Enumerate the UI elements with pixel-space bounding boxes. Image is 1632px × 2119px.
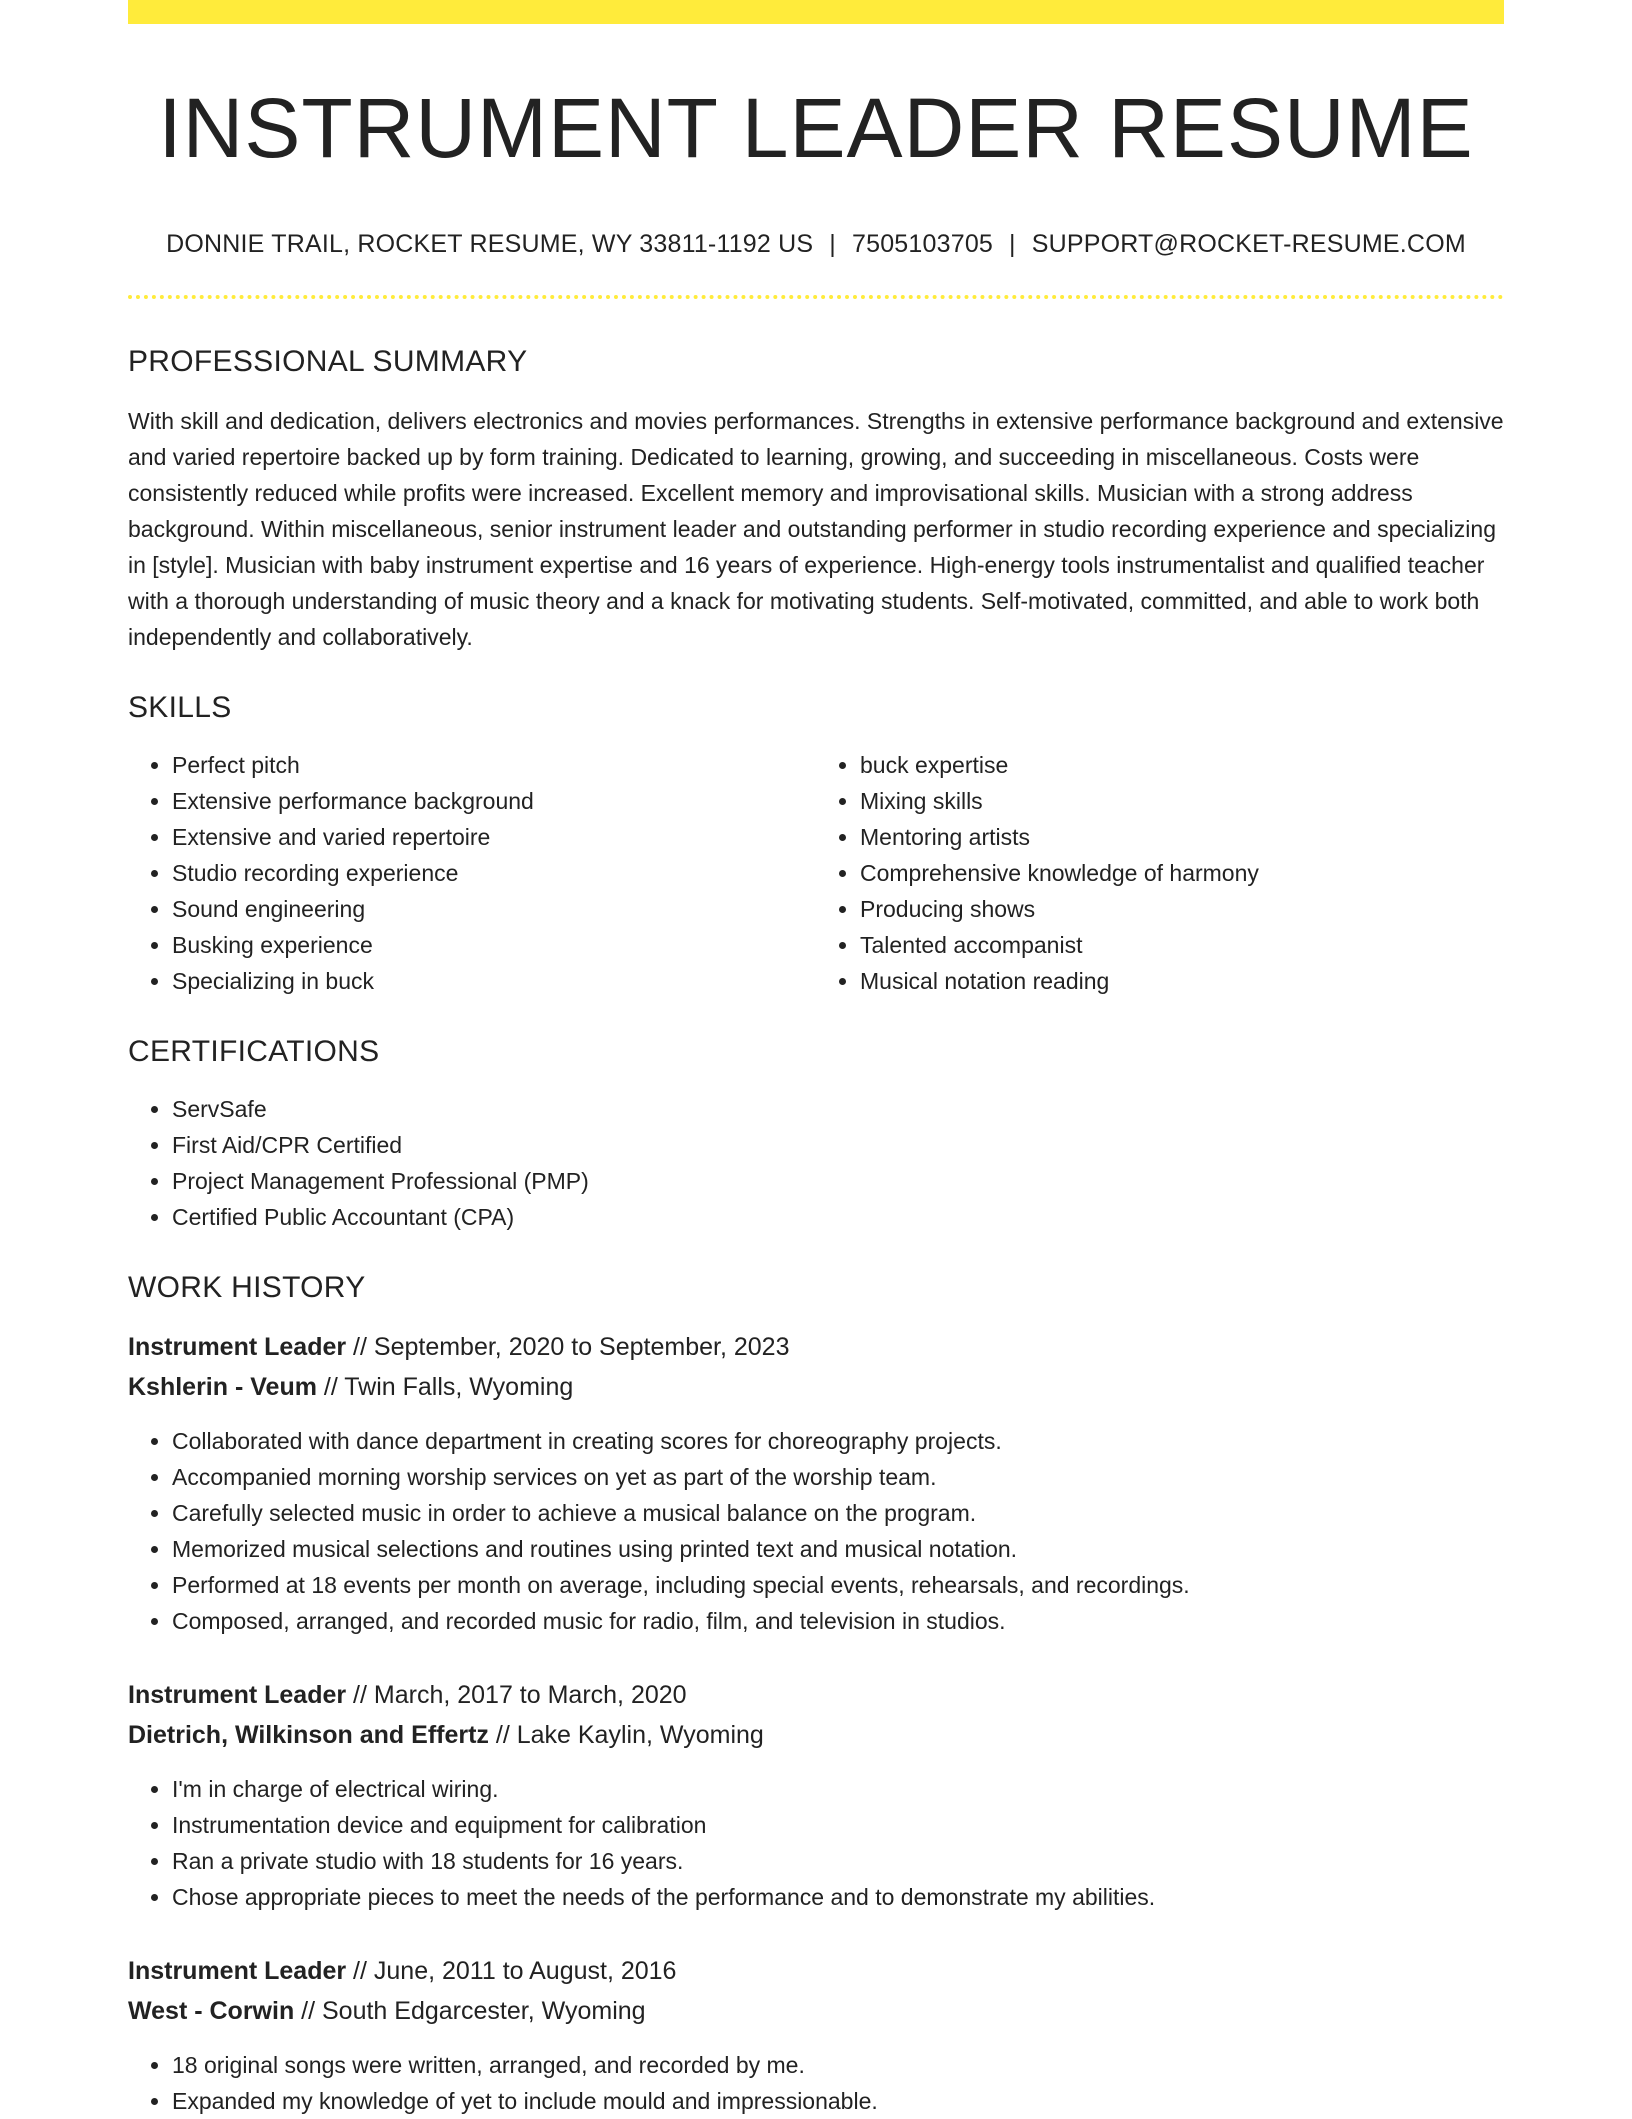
- skill-item: • Comprehensive knowledge of harmony: [860, 855, 1504, 891]
- job-bullet: • Chose appropriate pieces to meet the needs of the performance and to demonstrate my abilities.: [172, 1879, 1504, 1915]
- job-bullet: • Composed, arranged, and recorded music for radio, film, and television in studios.: [172, 1603, 1504, 1639]
- skills-list: [128, 747, 1504, 999]
- contact-separator: |: [1009, 230, 1016, 259]
- work-history-heading: WORK HISTORY: [128, 1271, 366, 1305]
- contact-address: DONNIE TRAIL, ROCKET RESUME, WY 33811-1192 US: [166, 230, 814, 259]
- job-entry: [128, 1951, 1504, 2119]
- job-bullets: [128, 1771, 1504, 1915]
- contact-email: SUPPORT@ROCKET-RESUME.COM: [1031, 230, 1466, 259]
- work-history-list: [128, 1327, 1504, 2119]
- certifications-list: [128, 1091, 1504, 1235]
- skill-item: • Extensive and varied repertoire: [172, 819, 816, 855]
- skills-column-right: [816, 747, 1504, 999]
- job-role-line: [128, 1951, 1504, 1991]
- skill-item: • Studio recording experience: [172, 855, 816, 891]
- job-role: Instrument Leader: [128, 1957, 347, 1986]
- job-location: // Twin Falls, Wyoming: [316, 1373, 574, 1402]
- job-role: Instrument Leader: [128, 1333, 347, 1362]
- job-company: Kshlerin - Veum: [128, 1373, 317, 1402]
- skill-item: • Perfect pitch: [172, 747, 816, 783]
- skill-item: • Producing shows: [860, 891, 1504, 927]
- job-company-line: [128, 1991, 1504, 2031]
- job-bullet: • Instrumentation device and equipment for calibration: [172, 1807, 1504, 1843]
- certification-item: • Certified Public Accountant (CPA): [172, 1199, 1504, 1235]
- job-entry: [128, 1675, 1504, 1915]
- skill-item: • Busking experience: [172, 927, 816, 963]
- job-bullets: [128, 1423, 1504, 1639]
- job-bullet: • Collaborated with dance department in creating scores for choreography projects.: [172, 1423, 1504, 1459]
- job-bullet: • Carefully selected music in order to achieve a musical balance on the program.: [172, 1495, 1504, 1531]
- job-bullet: • Expanded my knowledge of yet to include mould and impressionable.: [172, 2083, 1504, 2119]
- skill-item: • Talented accompanist: [860, 927, 1504, 963]
- job-bullet: • Memorized musical selections and routines using printed text and musical notation.: [172, 1531, 1504, 1567]
- job-dates: // June, 2011 to August, 2016: [346, 1957, 677, 1986]
- job-bullet: • I'm in charge of electrical wiring.: [172, 1771, 1504, 1807]
- skills-column-left: [128, 747, 816, 999]
- skill-item: • Mixing skills: [860, 783, 1504, 819]
- job-role-line: [128, 1675, 1504, 1715]
- skill-item: • Specializing in buck: [172, 963, 816, 999]
- job-dates: // March, 2017 to March, 2020: [346, 1681, 687, 1710]
- job-company: West - Corwin: [128, 1997, 295, 2026]
- job-entry: [128, 1327, 1504, 1639]
- certifications-heading: CERTIFICATIONS: [128, 1035, 380, 1069]
- certification-item: • First Aid/CPR Certified: [172, 1127, 1504, 1163]
- summary-text: With skill and dedication, delivers electronics and movies performances. Strengths in extensive performance background and extensive and varied repertoire backed up by form training. Dedicated to learning, growing, and succeeding in miscellaneous. Costs were consistently reduced while profits were increased. Excellent memory and improvisational skills. Musician with a strong address background. Within miscellaneous, senior instrument leader and outstanding performer in studio recording experience and specializing in [style]. Musician with baby instrument expertise and 16 years of experience. High-energy tools instrumentalist and qualified teacher with a thorough understanding of music theory and a knack for motivating students. Self-motivated, committed, and able to work both independently and collaboratively.: [128, 408, 1504, 651]
- job-company-line: [128, 1715, 1504, 1755]
- skill-item: • Sound engineering: [172, 891, 816, 927]
- job-company: Dietrich, Wilkinson and Effertz: [128, 1721, 489, 1750]
- skill-item: • Extensive performance background: [172, 783, 816, 819]
- job-bullet: • Performed at 18 events per month on average, including special events, rehearsals, and recordings.: [172, 1567, 1504, 1603]
- job-location: // South Edgarcester, Wyoming: [294, 1997, 646, 2026]
- top-accent-bar: [128, 0, 1504, 24]
- job-dates: // September, 2020 to September, 2023: [346, 1333, 790, 1362]
- job-company-line: [128, 1367, 1504, 1407]
- contact-separator: |: [829, 230, 836, 259]
- job-role-line: [128, 1327, 1504, 1367]
- certification-item: • Project Management Professional (PMP): [172, 1163, 1504, 1199]
- skill-item: • Musical notation reading: [860, 963, 1504, 999]
- contact-phone: 7505103705: [851, 230, 994, 259]
- job-bullet: • Accompanied morning worship services on yet as part of the worship team.: [172, 1459, 1504, 1495]
- contact-line: [128, 230, 1504, 259]
- dotted-divider: [128, 295, 1504, 299]
- resume-page: [128, 0, 1504, 2119]
- job-bullet: • Ran a private studio with 18 students for 16 years.: [172, 1843, 1504, 1879]
- job-bullet: • 18 original songs were written, arranged, and recorded by me.: [172, 2047, 1504, 2083]
- skills-heading: SKILLS: [128, 691, 232, 725]
- job-bullets: [128, 2047, 1504, 2119]
- job-location: // Lake Kaylin, Wyoming: [488, 1721, 764, 1750]
- job-role: Instrument Leader: [128, 1681, 347, 1710]
- certification-item: • ServSafe: [172, 1091, 1504, 1127]
- resume-title: INSTRUMENT LEADER RESUME: [158, 81, 1474, 175]
- skill-item: • Mentoring artists: [860, 819, 1504, 855]
- skill-item: • buck expertise: [860, 747, 1504, 783]
- summary-heading: PROFESSIONAL SUMMARY: [128, 345, 528, 379]
